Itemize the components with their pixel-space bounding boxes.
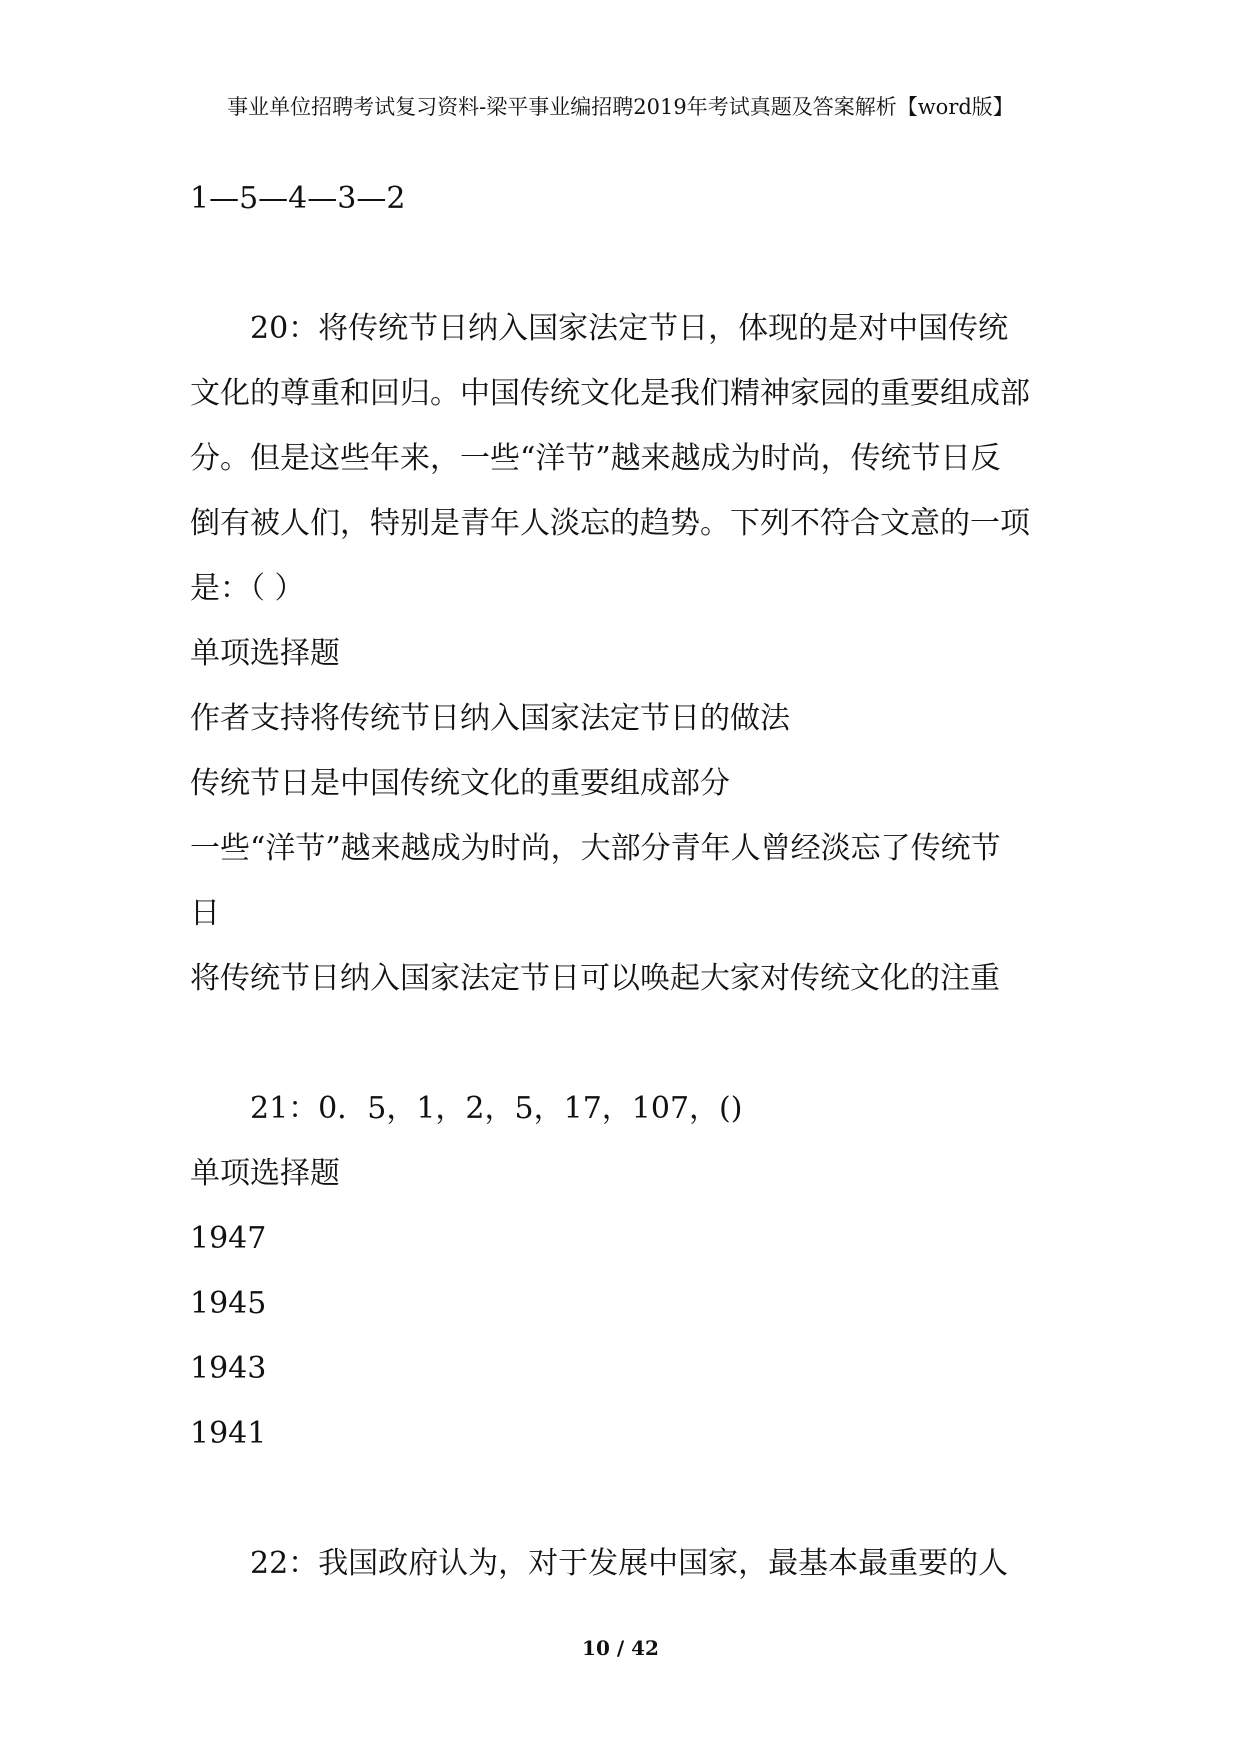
previous-answer-tail: 1—5—4—3—2	[190, 181, 406, 216]
question-21-option: 1943	[190, 1351, 267, 1386]
question-21-stem: 21：0．5，1，2，5，17，107，()	[250, 1091, 743, 1126]
question-20-type: 单项选择题	[190, 636, 340, 671]
question-21	[190, 1076, 1060, 1466]
question-20-stem-line: 20：将传统节日纳入国家法定节日，体现的是对中国传统	[250, 311, 1009, 346]
question-20-stem-line: 是：（ ）	[190, 571, 305, 606]
question-20-stem-line: 分。但是这些年来，一些“洋节”越来越成为时尚，传统节日反	[190, 441, 1001, 476]
question-21-type: 单项选择题	[190, 1156, 340, 1191]
question-21-option: 1947	[190, 1221, 267, 1256]
question-20-stem-line: 文化的尊重和回归。中国传统文化是我们精神家园的重要组成部	[190, 376, 1030, 411]
document-body	[190, 166, 1060, 1596]
question-20-option: 将传统节日纳入国家法定节日可以唤起大家对传统文化的注重	[190, 961, 1000, 996]
question-21-option: 1941	[190, 1416, 267, 1451]
spacer	[190, 1011, 1060, 1076]
question-20-option: 一些“洋节”越来越成为时尚，大部分青年人曾经淡忘了传统节	[190, 831, 1001, 866]
question-22	[190, 1531, 1060, 1596]
question-20-option: 作者支持将传统节日纳入国家法定节日的做法	[190, 701, 790, 736]
spacer	[190, 1466, 1060, 1531]
question-22-stem-line: 22：我国政府认为，对于发展中国家，最基本最重要的人	[250, 1546, 1009, 1581]
page-number: 10 / 42	[582, 1636, 659, 1660]
page-header: 事业单位招聘考试复习资料-梁平事业编招聘2019年考试真题及答案解析【word版】	[227, 95, 1014, 119]
question-20	[190, 296, 1060, 1011]
question-21-option: 1945	[190, 1286, 267, 1321]
spacer	[190, 231, 1060, 296]
question-20-stem-line: 倒有被人们，特别是青年人淡忘的趋势。下列不符合文意的一项	[190, 506, 1030, 541]
question-20-option-continued: 日	[190, 896, 220, 931]
question-20-option: 传统节日是中国传统文化的重要组成部分	[190, 766, 730, 801]
